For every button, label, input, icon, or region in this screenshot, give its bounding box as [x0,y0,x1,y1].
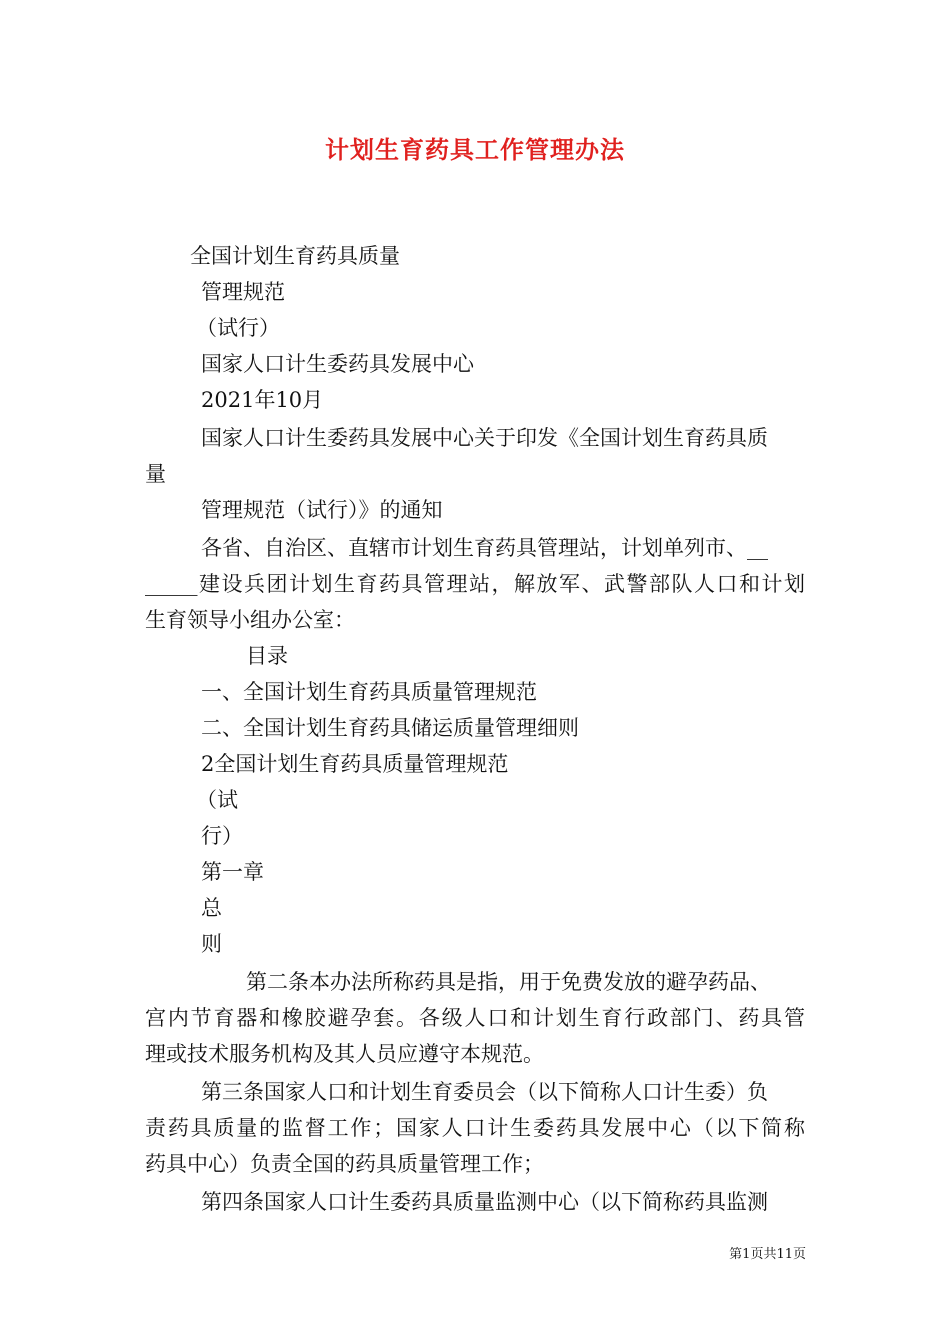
text-line: 量 [145,462,166,486]
chapter-heading: 第一章 [201,860,264,884]
text-line: _____建设兵团计划生育药具管理站，解放军、武警部队人口和计划 [145,572,805,596]
text-line: （试行） [196,316,280,340]
text-line: 管理规范（试行）》的通知 [201,498,443,522]
text-line: 理或技术服务机构及其人员应遵守本规范。 [145,1042,544,1066]
text-line: 全国计划生育药具质量 [190,244,400,268]
text-line: 宫内节育器和橡胶避孕套。各级人口和计划生育行政部门、药具管 [145,1006,805,1030]
text-line: 管理规范 [201,280,285,304]
chapter-heading: 则 [201,932,222,956]
text-line: 2021年10月 [201,388,324,412]
chapter-heading: 总 [201,896,222,920]
text-line: （试 [196,788,238,812]
text-line: 国家人口计生委药具发展中心 [201,352,474,376]
text-line: 第二条本办法所称药具是指，用于免费发放的避孕药品、 [246,970,771,994]
text-line: 2全国计划生育药具质量管理规范 [201,752,509,776]
text-line: 第三条国家人口和计划生育委员会（以下简称人口计生委）负 [201,1080,768,1104]
text-line: 各省、自治区、直辖市计划生育药具管理站，计划单列市、__ [201,536,768,560]
text-line: 责药具质量的监督工作；国家人口计生委药具发展中心（以下简称 [145,1116,805,1140]
toc-item: 二、全国计划生育药具储运质量管理细则 [201,716,579,740]
text-line: 生育领导小组办公室： [145,608,355,632]
text-line: 国家人口计生委药具发展中心关于印发《全国计划生育药具质 [201,426,768,450]
text-line: 行） [201,824,243,848]
text-line: 第四条国家人口计生委药具质量监测中心（以下简称药具监测 [201,1190,768,1214]
page-number: 第1页共11页 [729,1247,806,1262]
toc-item: 一、全国计划生育药具质量管理规范 [201,680,537,704]
text-line: 药具中心）负责全国的药具质量管理工作； [145,1152,544,1176]
toc-heading: 目录 [246,644,288,668]
document-title: 计划生育药具工作管理办法 [325,135,625,164]
